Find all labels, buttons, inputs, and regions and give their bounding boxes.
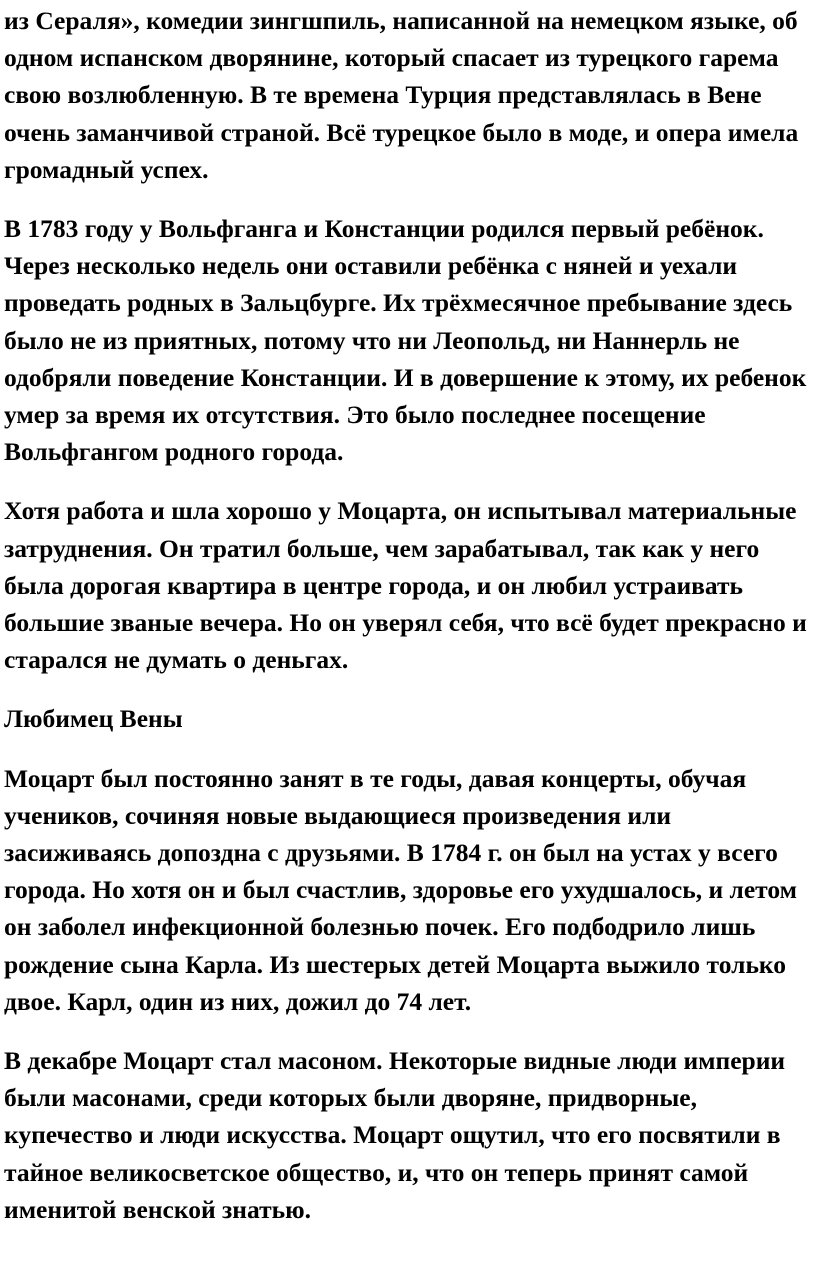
- paragraph-opera: из Сераля», комедии зингшпиль, написанной на немецком языке, об одном испанском дворянине, который спасает из турецкого гарема свою возлюбленную. В те времена Турция представлялась в Вене очень заманчивой страной. Всё турецкое было в моде, и опера имела громадный успех.: [4, 6, 799, 184]
- paragraph-busy-years: Моцарт был постоянно занят в те годы, давая концерты, обучая учеников, сочиняя новые выдающиеся произведения или засиживаясь допоздна с друзьями. В 1784 г. он был на устах у всего города. Но хотя он и был счастлив, здоровье его ухудшалось, и летом он заболел инфекционной болезнью почек. Его подбодрило лишь рождение сына Карла. Из шестерых детей Моцарта выжило только двое. Карл, один из них, дожил до 74 лет.: [4, 763, 797, 1016]
- paragraph-first-child: В 1783 году у Вольфганга и Констанции родился первый ребёнок. Через несколько недель они оставили ребёнка с няней и уехали проведать родных в Зальцбурге. Их трёхмесячное пребывание здесь было не из приятных, потому что ни Леопольд, ни Наннерль не одобряли поведение Констанции. И в довершение к этому, их ребенок умер за время их отсутствия. Это было последнее посещение Вольфгангом родного города.: [4, 214, 807, 467]
- paragraph-finances: Хотя работа и шла хорошо у Моцарта, он испытывал материальные затруднения. Он тратил больше, чем зарабатывал, так как у него была дорогая квартира в центре города, и он любил устраивать большие званые вечера. Но он уверял себя, что всё будет прекрасно и старался не думать о деньгах.: [4, 496, 807, 675]
- paragraph-freemason: В декабре Моцарт стал масоном. Некоторые видные люди империи были масонами, среди которых были дворяне, придворные, купечество и люди искусства. Моцарт ощутил, что его посвятили в тайное великосветское общество, и, что он теперь принят самой именитой венской знатью.: [4, 1046, 786, 1224]
- section-heading: Любимец Вены: [4, 704, 183, 734]
